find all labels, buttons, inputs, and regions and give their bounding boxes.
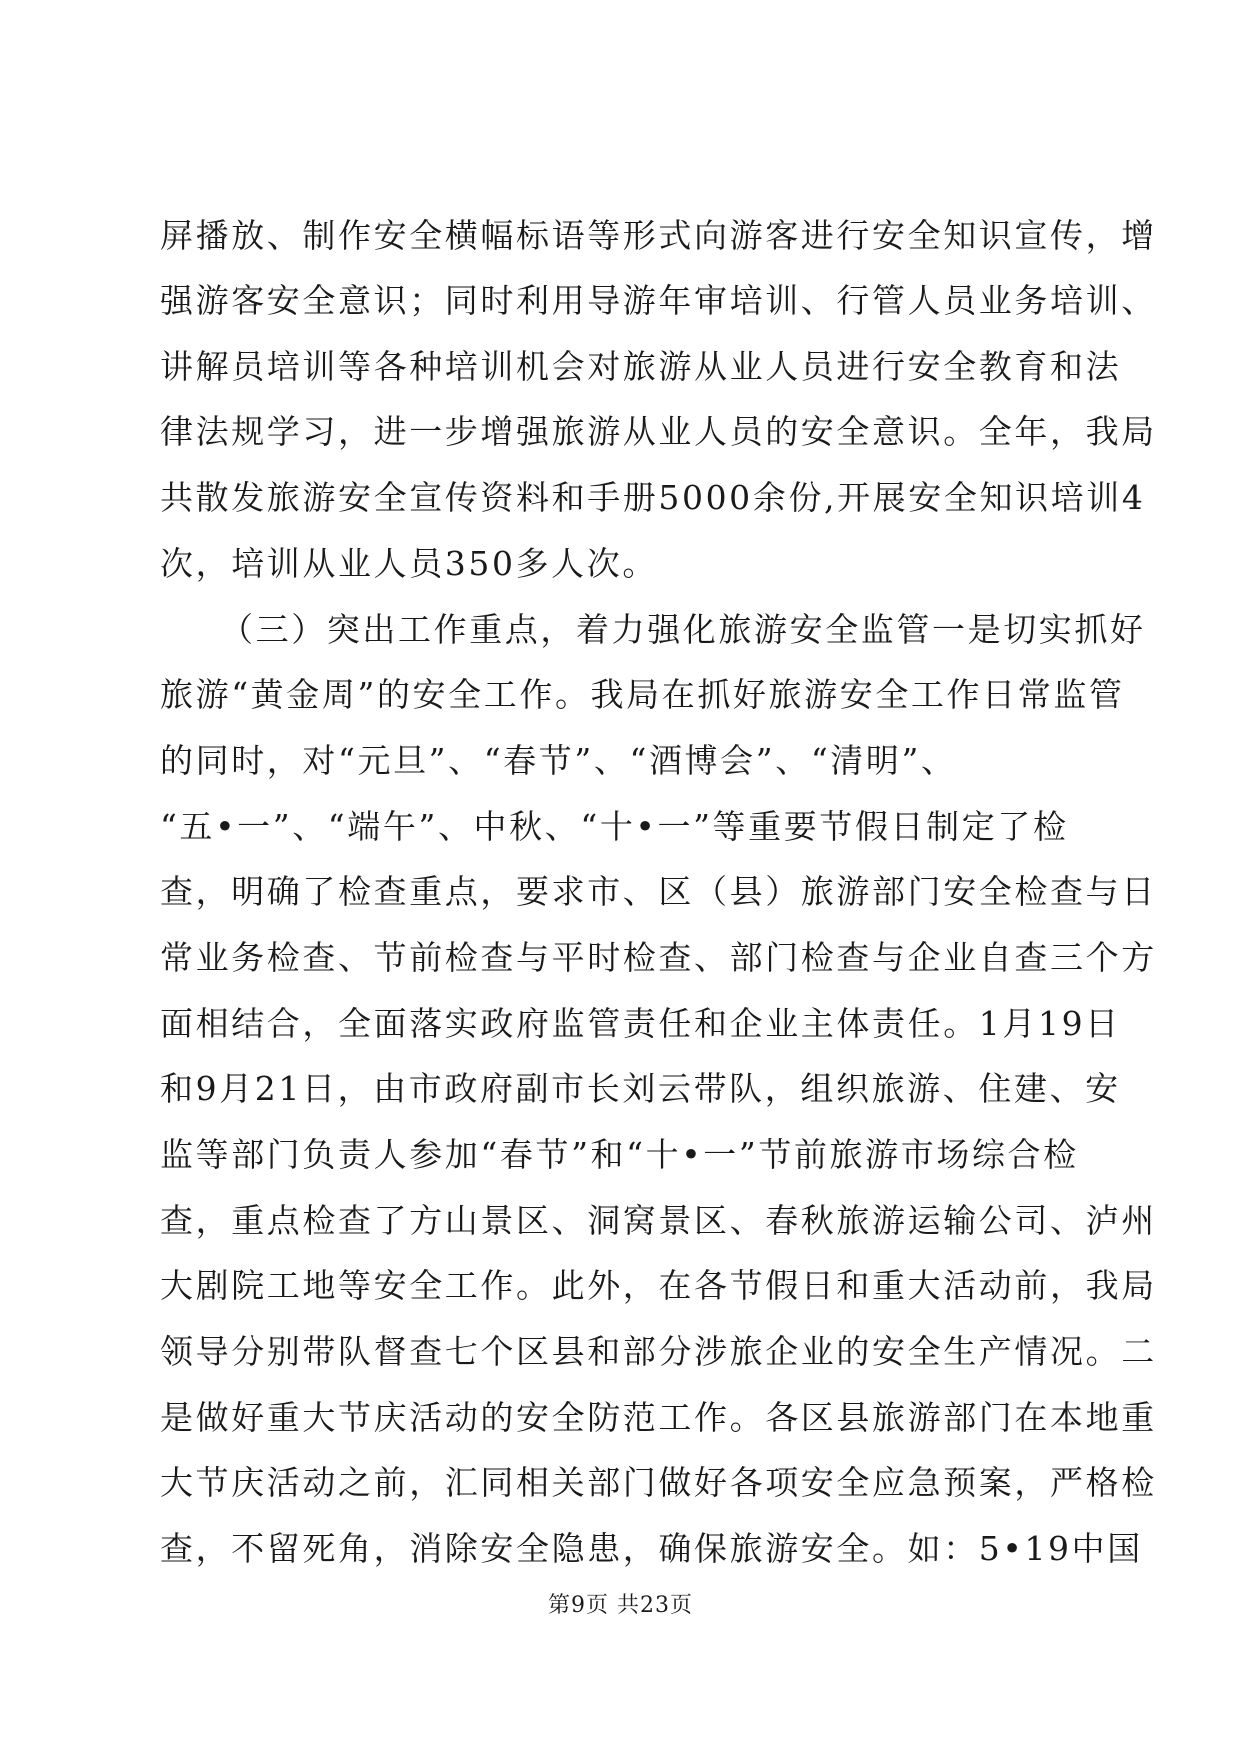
text-line: 监等部门负责人参加“春节”和“十•一”节前旅游市场综合检: [160, 1135, 1079, 1174]
text-line: 和9月21日，由市政府副市长刘云带队，组织旅游、住建、安: [160, 1069, 1121, 1108]
text-line: 是做好重大节庆活动的安全防范工作。各区县旅游部门在本地重: [160, 1398, 1157, 1437]
text-line: “五•一”、“端午”、中秋、“十•一”等重要节假日制定了检: [160, 807, 1069, 846]
text-line: 讲解员培训等各种培训机会对旅游从业人员进行安全教育和法: [160, 347, 1122, 386]
page-number-footer: 第9页 共23页: [548, 1593, 693, 1618]
text-line: 查，重点检查了方山景区、洞窝景区、春秋旅游运输公司、泸州: [160, 1201, 1157, 1240]
text-line: 律法规学习，进一步增强旅游从业人员的安全意识。全年，我局: [160, 412, 1157, 451]
paragraph-first-line: （三）突出工作重点，着力强化旅游安全监管一是切实抓好: [220, 610, 1146, 649]
text-line: 查，明确了检查重点，要求市、区（县）旅游部门安全检查与日: [160, 872, 1157, 911]
text-line: 常业务检查、节前检查与平时检查、部门检查与企业自查三个方: [160, 938, 1157, 977]
text-line: 共散发旅游安全宣传资料和手册5000余份,开展安全知识培训4: [160, 478, 1146, 517]
text-line: 查，不留死角，消除安全隐患，确保旅游安全。如：5•19中国: [160, 1529, 1143, 1568]
text-line: 大节庆活动之前，汇同相关部门做好各项安全应急预案，严格检: [160, 1463, 1157, 1502]
text-line: 强游客安全意识；同时利用导游年审培训、行管人员业务培训、: [160, 281, 1157, 320]
text-line: 面相结合，全面落实政府监管责任和企业主体责任。1月19日: [160, 1004, 1121, 1043]
text-line: 旅游“黄金周”的安全工作。我局在抓好旅游安全工作日常监管: [160, 675, 1125, 714]
text-line: 领导分别带队督查七个区县和部分涉旅企业的安全生产情况。二: [160, 1332, 1157, 1371]
text-line: 的同时，对“元旦”、“春节”、“酒博会”、“清明”、: [160, 741, 957, 780]
text-line: 屏播放、制作安全横幅标语等形式向游客进行安全知识宣传，增: [160, 216, 1157, 255]
text-line: 次，培训从业人员350多人次。: [160, 544, 658, 583]
text-line: 大剧院工地等安全工作。此外，在各节假日和重大活动前，我局: [160, 1266, 1157, 1305]
